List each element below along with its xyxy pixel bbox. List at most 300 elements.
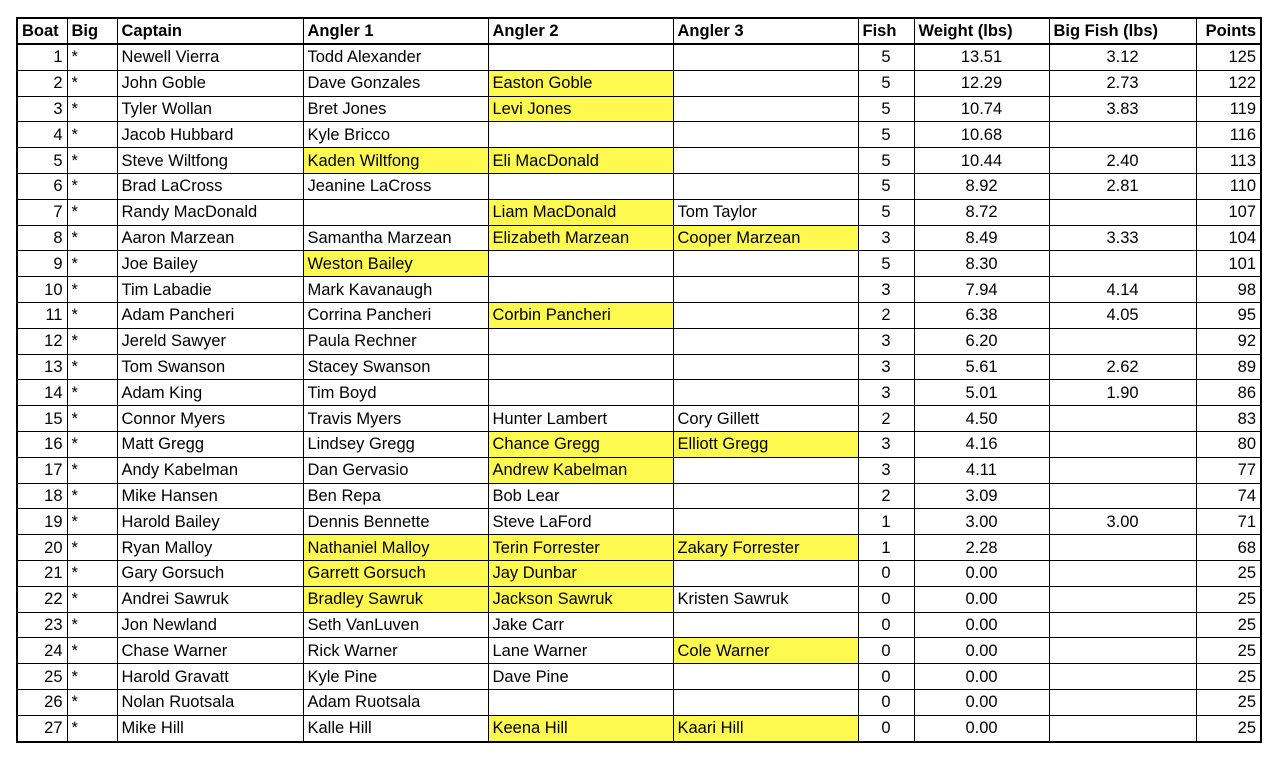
cell-weight: 6.38 <box>914 302 1049 328</box>
cell-angler-1: Adam Ruotsala <box>303 689 488 715</box>
cell-fish: 2 <box>858 406 914 432</box>
cell-big-fish <box>1049 457 1196 483</box>
cell-weight: 8.49 <box>914 225 1049 251</box>
table-row <box>17 664 1261 690</box>
cell-big-fish <box>1049 715 1196 741</box>
cell-big-fish <box>1049 535 1196 561</box>
cell-boat: 11 <box>17 302 67 328</box>
cell-points: 25 <box>1196 689 1261 715</box>
cell-captain: Steve Wiltfong <box>117 148 303 174</box>
cell-angler-2 <box>488 122 673 148</box>
cell-big: * <box>67 173 117 199</box>
cell-big: * <box>67 664 117 690</box>
cell-boat: 10 <box>17 277 67 303</box>
cell-captain: Adam King <box>117 380 303 406</box>
table-row <box>17 689 1261 715</box>
cell-points: 25 <box>1196 586 1261 612</box>
cell-big: * <box>67 586 117 612</box>
cell-weight: 4.11 <box>914 457 1049 483</box>
cell-angler-2: Chance Gregg <box>488 431 673 457</box>
table-row <box>17 715 1261 741</box>
cell-boat: 18 <box>17 483 67 509</box>
cell-points: 98 <box>1196 277 1261 303</box>
cell-weight: 7.94 <box>914 277 1049 303</box>
cell-angler-3: Kaari Hill <box>673 715 858 741</box>
cell-big: * <box>67 251 117 277</box>
cell-big-fish: 2.73 <box>1049 70 1196 96</box>
cell-boat: 24 <box>17 638 67 664</box>
cell-points: 89 <box>1196 354 1261 380</box>
table-row <box>17 251 1261 277</box>
cell-boat: 26 <box>17 689 67 715</box>
cell-angler-3 <box>673 277 858 303</box>
cell-boat: 17 <box>17 457 67 483</box>
cell-angler-1: Dennis Bennette <box>303 509 488 535</box>
cell-big: * <box>67 431 117 457</box>
cell-angler-3: Elliott Gregg <box>673 431 858 457</box>
cell-captain: Connor Myers <box>117 406 303 432</box>
header-captain: Captain <box>117 18 303 44</box>
cell-big-fish <box>1049 431 1196 457</box>
cell-angler-3 <box>673 96 858 122</box>
cell-fish: 0 <box>858 715 914 741</box>
cell-captain: Andy Kabelman <box>117 457 303 483</box>
cell-weight: 10.44 <box>914 148 1049 174</box>
cell-angler-2 <box>488 44 673 70</box>
cell-angler-2 <box>488 354 673 380</box>
header-boat: Boat <box>17 18 67 44</box>
cell-points: 125 <box>1196 44 1261 70</box>
cell-points: 113 <box>1196 148 1261 174</box>
cell-angler-2 <box>488 251 673 277</box>
header-angler-2: Angler 2 <box>488 18 673 44</box>
cell-captain: Tyler Wollan <box>117 96 303 122</box>
table-row <box>17 509 1261 535</box>
cell-angler-1: Paula Rechner <box>303 328 488 354</box>
table-row <box>17 199 1261 225</box>
cell-angler-3 <box>673 148 858 174</box>
cell-angler-2: Jackson Sawruk <box>488 586 673 612</box>
cell-big-fish: 3.83 <box>1049 96 1196 122</box>
cell-weight: 13.51 <box>914 44 1049 70</box>
cell-angler-2: Hunter Lambert <box>488 406 673 432</box>
cell-angler-3 <box>673 689 858 715</box>
cell-angler-3 <box>673 173 858 199</box>
cell-big: * <box>67 354 117 380</box>
cell-weight: 12.29 <box>914 70 1049 96</box>
cell-boat: 6 <box>17 173 67 199</box>
cell-fish: 3 <box>858 457 914 483</box>
cell-angler-3: Zakary Forrester <box>673 535 858 561</box>
cell-captain: Brad LaCross <box>117 173 303 199</box>
cell-angler-1: Kyle Pine <box>303 664 488 690</box>
cell-angler-1: Bradley Sawruk <box>303 586 488 612</box>
cell-angler-1: Mark Kavanaugh <box>303 277 488 303</box>
cell-weight: 4.16 <box>914 431 1049 457</box>
cell-points: 74 <box>1196 483 1261 509</box>
cell-points: 104 <box>1196 225 1261 251</box>
cell-fish: 3 <box>858 380 914 406</box>
cell-fish: 0 <box>858 638 914 664</box>
cell-big-fish <box>1049 483 1196 509</box>
cell-captain: Adam Pancheri <box>117 302 303 328</box>
cell-big: * <box>67 225 117 251</box>
cell-angler-1: Garrett Gorsuch <box>303 560 488 586</box>
cell-angler-1: Todd Alexander <box>303 44 488 70</box>
cell-captain: Jon Newland <box>117 612 303 638</box>
cell-big: * <box>67 483 117 509</box>
cell-big-fish <box>1049 638 1196 664</box>
table-row <box>17 612 1261 638</box>
cell-points: 119 <box>1196 96 1261 122</box>
cell-points: 68 <box>1196 535 1261 561</box>
cell-points: 110 <box>1196 173 1261 199</box>
cell-boat: 27 <box>17 715 67 741</box>
cell-big: * <box>67 70 117 96</box>
cell-boat: 16 <box>17 431 67 457</box>
cell-big-fish <box>1049 689 1196 715</box>
cell-angler-3 <box>673 44 858 70</box>
cell-big-fish: 3.00 <box>1049 509 1196 535</box>
cell-points: 25 <box>1196 638 1261 664</box>
cell-angler-2 <box>488 277 673 303</box>
cell-angler-1: Bret Jones <box>303 96 488 122</box>
cell-angler-2: Liam MacDonald <box>488 199 673 225</box>
cell-big: * <box>67 328 117 354</box>
cell-weight: 2.28 <box>914 535 1049 561</box>
table-row <box>17 122 1261 148</box>
table-row <box>17 638 1261 664</box>
cell-fish: 5 <box>858 96 914 122</box>
cell-angler-3 <box>673 560 858 586</box>
cell-boat: 15 <box>17 406 67 432</box>
cell-captain: Harold Gravatt <box>117 664 303 690</box>
cell-angler-2: Lane Warner <box>488 638 673 664</box>
cell-boat: 19 <box>17 509 67 535</box>
cell-boat: 1 <box>17 44 67 70</box>
table-row <box>17 586 1261 612</box>
cell-big: * <box>67 277 117 303</box>
cell-big-fish <box>1049 612 1196 638</box>
cell-big: * <box>67 302 117 328</box>
cell-fish: 5 <box>858 173 914 199</box>
cell-points: 25 <box>1196 612 1261 638</box>
cell-big-fish: 4.05 <box>1049 302 1196 328</box>
cell-captain: Chase Warner <box>117 638 303 664</box>
cell-angler-1 <box>303 199 488 225</box>
cell-boat: 21 <box>17 560 67 586</box>
cell-fish: 1 <box>858 535 914 561</box>
cell-captain: Mike Hansen <box>117 483 303 509</box>
header-points: Points <box>1196 18 1261 44</box>
cell-points: 92 <box>1196 328 1261 354</box>
cell-angler-1: Lindsey Gregg <box>303 431 488 457</box>
cell-angler-1: Travis Myers <box>303 406 488 432</box>
cell-points: 25 <box>1196 715 1261 741</box>
cell-angler-2: Corbin Pancheri <box>488 302 673 328</box>
cell-boat: 14 <box>17 380 67 406</box>
cell-fish: 0 <box>858 586 914 612</box>
cell-big: * <box>67 122 117 148</box>
header-angler-1: Angler 1 <box>303 18 488 44</box>
cell-boat: 7 <box>17 199 67 225</box>
cell-weight: 0.00 <box>914 586 1049 612</box>
cell-angler-1: Samantha Marzean <box>303 225 488 251</box>
cell-points: 25 <box>1196 560 1261 586</box>
results-table <box>16 17 1262 743</box>
cell-angler-3 <box>673 302 858 328</box>
cell-big-fish <box>1049 586 1196 612</box>
header-big-fish: Big Fish (lbs) <box>1049 18 1196 44</box>
table-row <box>17 302 1261 328</box>
cell-angler-3 <box>673 122 858 148</box>
cell-weight: 5.01 <box>914 380 1049 406</box>
cell-big: * <box>67 148 117 174</box>
cell-weight: 0.00 <box>914 612 1049 638</box>
cell-captain: Tim Labadie <box>117 277 303 303</box>
cell-boat: 3 <box>17 96 67 122</box>
cell-angler-3: Cooper Marzean <box>673 225 858 251</box>
table-row <box>17 406 1261 432</box>
cell-angler-3 <box>673 251 858 277</box>
cell-points: 83 <box>1196 406 1261 432</box>
cell-angler-2 <box>488 173 673 199</box>
cell-boat: 4 <box>17 122 67 148</box>
cell-angler-3 <box>673 612 858 638</box>
cell-big: * <box>67 199 117 225</box>
table-row <box>17 44 1261 70</box>
cell-boat: 13 <box>17 354 67 380</box>
cell-big-fish <box>1049 406 1196 432</box>
cell-captain: Gary Gorsuch <box>117 560 303 586</box>
cell-weight: 0.00 <box>914 560 1049 586</box>
cell-big: * <box>67 715 117 741</box>
cell-fish: 0 <box>858 612 914 638</box>
header-row <box>17 18 1261 44</box>
cell-captain: Tom Swanson <box>117 354 303 380</box>
cell-big-fish <box>1049 251 1196 277</box>
cell-big-fish: 2.81 <box>1049 173 1196 199</box>
cell-angler-1: Jeanine LaCross <box>303 173 488 199</box>
table-body <box>17 44 1261 742</box>
cell-angler-2: Jay Dunbar <box>488 560 673 586</box>
cell-points: 77 <box>1196 457 1261 483</box>
cell-captain: Jacob Hubbard <box>117 122 303 148</box>
cell-angler-2: Jake Carr <box>488 612 673 638</box>
cell-angler-1: Dan Gervasio <box>303 457 488 483</box>
cell-angler-3: Tom Taylor <box>673 199 858 225</box>
cell-angler-1: Nathaniel Malloy <box>303 535 488 561</box>
cell-angler-3: Kristen Sawruk <box>673 586 858 612</box>
table-row <box>17 431 1261 457</box>
cell-big: * <box>67 509 117 535</box>
cell-angler-3 <box>673 70 858 96</box>
table-row <box>17 148 1261 174</box>
cell-angler-3: Cole Warner <box>673 638 858 664</box>
cell-angler-3: Cory Gillett <box>673 406 858 432</box>
table-row <box>17 483 1261 509</box>
cell-fish: 5 <box>858 44 914 70</box>
cell-boat: 23 <box>17 612 67 638</box>
header-weight: Weight (lbs) <box>914 18 1049 44</box>
cell-angler-1: Tim Boyd <box>303 380 488 406</box>
cell-angler-2: Dave Pine <box>488 664 673 690</box>
cell-boat: 2 <box>17 70 67 96</box>
cell-captain: Aaron Marzean <box>117 225 303 251</box>
cell-fish: 5 <box>858 122 914 148</box>
cell-angler-2: Steve LaFord <box>488 509 673 535</box>
cell-angler-2: Keena Hill <box>488 715 673 741</box>
cell-points: 25 <box>1196 664 1261 690</box>
cell-boat: 20 <box>17 535 67 561</box>
cell-captain: Jereld Sawyer <box>117 328 303 354</box>
cell-big: * <box>67 457 117 483</box>
header-fish: Fish <box>858 18 914 44</box>
cell-angler-2 <box>488 328 673 354</box>
cell-angler-2: Andrew Kabelman <box>488 457 673 483</box>
header-big: Big <box>67 18 117 44</box>
table-row <box>17 354 1261 380</box>
cell-fish: 5 <box>858 70 914 96</box>
cell-points: 86 <box>1196 380 1261 406</box>
cell-points: 101 <box>1196 251 1261 277</box>
cell-big-fish: 3.33 <box>1049 225 1196 251</box>
cell-angler-1: Rick Warner <box>303 638 488 664</box>
cell-captain: Joe Bailey <box>117 251 303 277</box>
cell-big: * <box>67 96 117 122</box>
cell-points: 122 <box>1196 70 1261 96</box>
cell-fish: 2 <box>858 302 914 328</box>
header-angler-3: Angler 3 <box>673 18 858 44</box>
cell-angler-2: Bob Lear <box>488 483 673 509</box>
cell-weight: 6.20 <box>914 328 1049 354</box>
cell-big-fish: 4.14 <box>1049 277 1196 303</box>
cell-weight: 5.61 <box>914 354 1049 380</box>
cell-fish: 0 <box>858 689 914 715</box>
cell-angler-1: Kaden Wiltfong <box>303 148 488 174</box>
cell-big: * <box>67 612 117 638</box>
cell-captain: Harold Bailey <box>117 509 303 535</box>
cell-weight: 4.50 <box>914 406 1049 432</box>
cell-captain: Matt Gregg <box>117 431 303 457</box>
cell-big: * <box>67 44 117 70</box>
cell-captain: Nolan Ruotsala <box>117 689 303 715</box>
cell-captain: Andrei Sawruk <box>117 586 303 612</box>
table-row <box>17 328 1261 354</box>
cell-weight: 0.00 <box>914 689 1049 715</box>
cell-fish: 0 <box>858 664 914 690</box>
cell-angler-3 <box>673 509 858 535</box>
cell-angler-1: Corrina Pancheri <box>303 302 488 328</box>
cell-fish: 5 <box>858 148 914 174</box>
cell-weight: 0.00 <box>914 715 1049 741</box>
cell-angler-3 <box>673 483 858 509</box>
cell-angler-3 <box>673 328 858 354</box>
cell-angler-3 <box>673 380 858 406</box>
cell-fish: 1 <box>858 509 914 535</box>
cell-angler-1: Dave Gonzales <box>303 70 488 96</box>
cell-big-fish: 1.90 <box>1049 380 1196 406</box>
cell-big: * <box>67 406 117 432</box>
cell-angler-1: Kyle Bricco <box>303 122 488 148</box>
cell-big-fish: 2.40 <box>1049 148 1196 174</box>
cell-big: * <box>67 689 117 715</box>
cell-points: 71 <box>1196 509 1261 535</box>
table-row <box>17 277 1261 303</box>
cell-big-fish <box>1049 560 1196 586</box>
cell-big-fish <box>1049 664 1196 690</box>
cell-angler-2: Easton Goble <box>488 70 673 96</box>
table-row <box>17 560 1261 586</box>
cell-big-fish: 2.62 <box>1049 354 1196 380</box>
cell-weight: 10.74 <box>914 96 1049 122</box>
cell-big-fish <box>1049 328 1196 354</box>
cell-fish: 3 <box>858 277 914 303</box>
cell-boat: 8 <box>17 225 67 251</box>
cell-points: 80 <box>1196 431 1261 457</box>
table-row <box>17 225 1261 251</box>
cell-big: * <box>67 638 117 664</box>
table-row <box>17 535 1261 561</box>
cell-big: * <box>67 560 117 586</box>
cell-weight: 10.68 <box>914 122 1049 148</box>
cell-big: * <box>67 380 117 406</box>
cell-points: 95 <box>1196 302 1261 328</box>
cell-angler-2: Elizabeth Marzean <box>488 225 673 251</box>
cell-angler-2 <box>488 380 673 406</box>
cell-captain: Randy MacDonald <box>117 199 303 225</box>
cell-fish: 0 <box>858 560 914 586</box>
cell-weight: 3.00 <box>914 509 1049 535</box>
cell-angler-1: Ben Repa <box>303 483 488 509</box>
cell-fish: 3 <box>858 431 914 457</box>
cell-angler-2: Levi Jones <box>488 96 673 122</box>
cell-fish: 3 <box>858 354 914 380</box>
table-row <box>17 457 1261 483</box>
cell-angler-1: Stacey Swanson <box>303 354 488 380</box>
cell-weight: 8.92 <box>914 173 1049 199</box>
cell-fish: 3 <box>858 328 914 354</box>
cell-boat: 12 <box>17 328 67 354</box>
cell-points: 116 <box>1196 122 1261 148</box>
table-row <box>17 70 1261 96</box>
cell-weight: 8.30 <box>914 251 1049 277</box>
cell-weight: 0.00 <box>914 638 1049 664</box>
cell-boat: 22 <box>17 586 67 612</box>
cell-weight: 8.72 <box>914 199 1049 225</box>
cell-captain: Ryan Malloy <box>117 535 303 561</box>
cell-angler-3 <box>673 457 858 483</box>
cell-points: 107 <box>1196 199 1261 225</box>
cell-angler-3 <box>673 354 858 380</box>
table-row <box>17 173 1261 199</box>
cell-big-fish <box>1049 199 1196 225</box>
cell-angler-2 <box>488 689 673 715</box>
cell-fish: 2 <box>858 483 914 509</box>
cell-boat: 25 <box>17 664 67 690</box>
cell-big: * <box>67 535 117 561</box>
cell-weight: 0.00 <box>914 664 1049 690</box>
cell-angler-3 <box>673 664 858 690</box>
cell-captain: Newell Vierra <box>117 44 303 70</box>
cell-weight: 3.09 <box>914 483 1049 509</box>
cell-angler-1: Kalle Hill <box>303 715 488 741</box>
cell-fish: 5 <box>858 199 914 225</box>
cell-fish: 5 <box>858 251 914 277</box>
table-row <box>17 380 1261 406</box>
cell-captain: John Goble <box>117 70 303 96</box>
cell-captain: Mike Hill <box>117 715 303 741</box>
